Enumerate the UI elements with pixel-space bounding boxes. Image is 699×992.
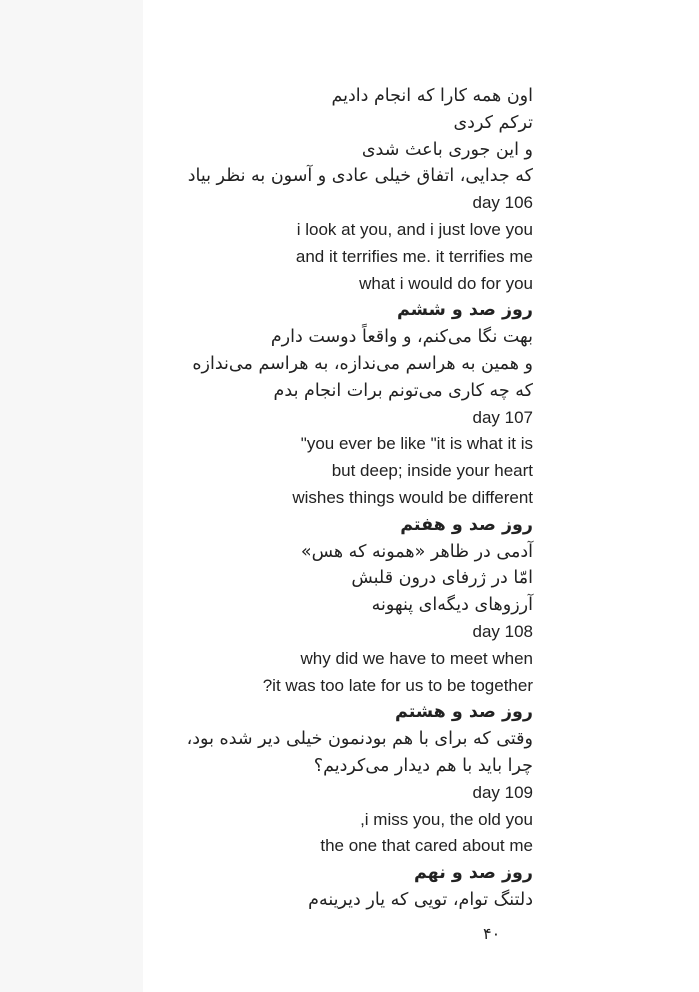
- persian-text-line: چرا باید با هم دیدار می‌کردیم؟: [313, 755, 533, 776]
- english-text-line: day 106: [472, 193, 533, 213]
- english-text-line: what i would do for you: [359, 273, 533, 293]
- page-number: ۴۰: [483, 924, 501, 943]
- persian-text-line: روز صد و ششم: [397, 300, 533, 321]
- poem-text-block: [113, 83, 533, 914]
- persian-text-line: ترکم کردی: [453, 112, 533, 133]
- document-page: [143, 0, 699, 992]
- english-text-line: ?it was too late for us to be together: [262, 675, 533, 695]
- persian-text-line: آدمی در ظاهر «همونه که هس»: [300, 541, 533, 562]
- english-text-line: the one that cared about me: [320, 836, 533, 856]
- persian-text-line: امّا در ژرفای درون قلبش: [351, 568, 533, 589]
- persian-text-line: که چه کاری می‌تونم برات انجام بدم: [273, 380, 533, 401]
- persian-text-line: که جدایی، اتفاق خیلی عادی و آسون به نظر بیاد: [187, 166, 533, 187]
- persian-text-line: اون همه کارا که انجام دادیم: [331, 86, 533, 106]
- persian-text-line: وقتی که برای با هم بودنمون خیلی دیر شده بود،: [186, 729, 533, 750]
- english-text-line: and it terrifies me. it terrifies me: [295, 246, 533, 266]
- english-text-line: i look at you, and i just love you: [296, 219, 533, 239]
- english-text-line: but deep; inside your heart: [331, 461, 533, 481]
- persian-text-line: روز صد و هشتم: [394, 702, 533, 723]
- english-text-line: wishes things would be different: [292, 487, 533, 507]
- persian-text-line: بهت نگا می‌کنم، و واقعاً دوست دارم: [270, 327, 533, 348]
- english-text-line: "you ever be like "it is what it is: [300, 434, 533, 454]
- persian-text-line: روز صد و هفتم: [400, 514, 533, 535]
- english-text-line: ,i miss you, the old you: [360, 809, 533, 829]
- persian-text-line: دلتنگ توام، تویی که یار دیرینه‌م: [308, 889, 533, 910]
- persian-text-line: و این جوری باعث شدی: [361, 139, 533, 160]
- english-text-line: why did we have to meet when: [300, 648, 533, 668]
- english-text-line: day 107: [472, 407, 533, 427]
- persian-text-line: و همین به هراسم می‌ندازه، به هراسم می‌ندازه: [192, 353, 533, 374]
- english-text-line: day 109: [472, 782, 533, 802]
- persian-text-line: آرزوهای دیگه‌ای پنهونه: [371, 595, 533, 616]
- persian-text-line: روز صد و نهم: [413, 863, 533, 884]
- english-text-line: day 108: [472, 621, 533, 641]
